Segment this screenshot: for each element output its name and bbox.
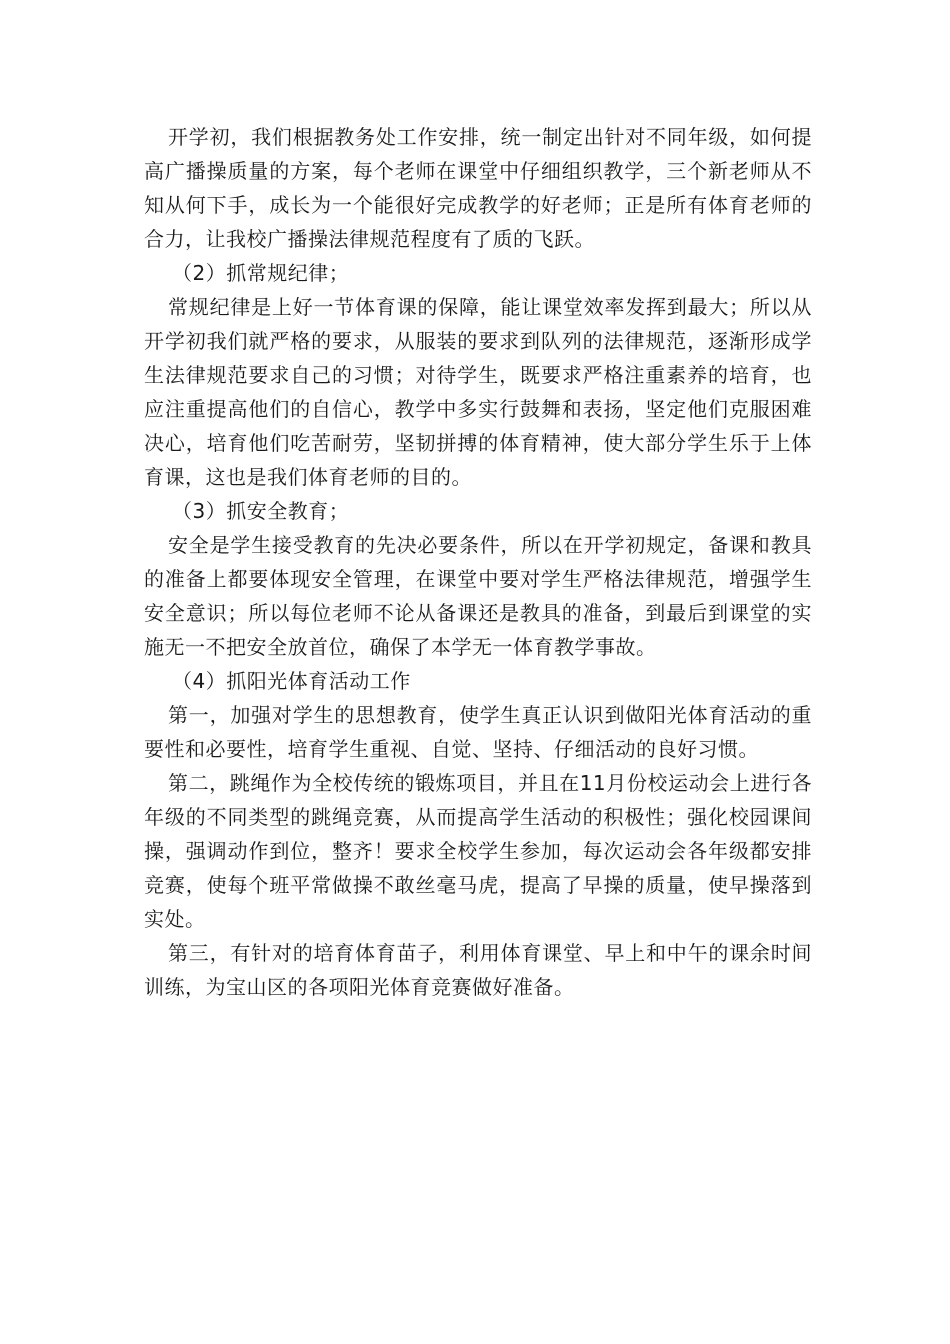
- heading-safety-education: （3）抓安全教育；: [172, 499, 350, 523]
- paragraph-routine-discipline: 常规纪律是上好一节体育课的保障，能让课堂效率发挥到最大；所以从开学初我们就严格的要求，从服装的要求到队列的法律规范，逐渐形成学生法律规范要求自己的习惯；对待学生，既要求严格注重素养的培育，也应注重提高他们的自信心，教学中多实行鼓舞和表扬，坚定他们克服困难决心，培育他们吃苦耐劳，坚韧拼搏的体育精神，使大部分学生乐于上体育课，这也是我们体育老师的目的。: [144, 295, 812, 489]
- heading-routine-discipline: （2）抓常规纪律；: [172, 261, 350, 285]
- paragraph-safety-education: 安全是学生接受教育的先决必要条件，所以在开学初规定，备课和教具的准备上都要体现安全管理，在课堂中要对学生严格法律规范，增强学生安全意识；所以每位老师不论从备课还是教具的准备，到最后到课堂的实施无一不把安全放首位，确保了本学无一体育教学事故。: [144, 533, 812, 659]
- paragraph-third-point: 第三，有针对的培育体育苗子，利用体育课堂、早上和中午的课余时间训练，为宝山区的各项阳光体育竞赛做好准备。: [144, 941, 812, 999]
- paragraph-first-point: 第一，加强对学生的思想教育，使学生真正认识到做阳光体育活动的重要性和必要性，培育学生重视、自觉、坚持、仔细活动的良好习惯。: [144, 703, 812, 761]
- paragraph-broadcast-exercise: 开学初，我们根据教务处工作安排，统一制定出针对不同年级，如何提高广播操质量的方案，每个老师在课堂中仔细组织教学，三个新老师从不知从何下手，成长为一个能很好完成教学的好老师；正是所有体育老师的合力，让我校广播操法律规范程度有了质的飞跃。: [144, 125, 812, 251]
- heading-sunshine-sports: （4）抓阳光体育活动工作: [172, 669, 411, 693]
- document-body: [144, 120, 812, 1004]
- paragraph-second-point: 第二，跳绳作为全校传统的锻炼项目，并且在11月份校运动会上进行各年级的不同类型的跳绳竞赛，从而提高学生活动的积极性；强化校园课间操，强调动作到位，整齐！要求全校学生参加，每次运动会各年级都安排竞赛，使每个班平常做操不敢丝毫马虎，提高了早操的质量，使早操落到实处。: [144, 771, 812, 931]
